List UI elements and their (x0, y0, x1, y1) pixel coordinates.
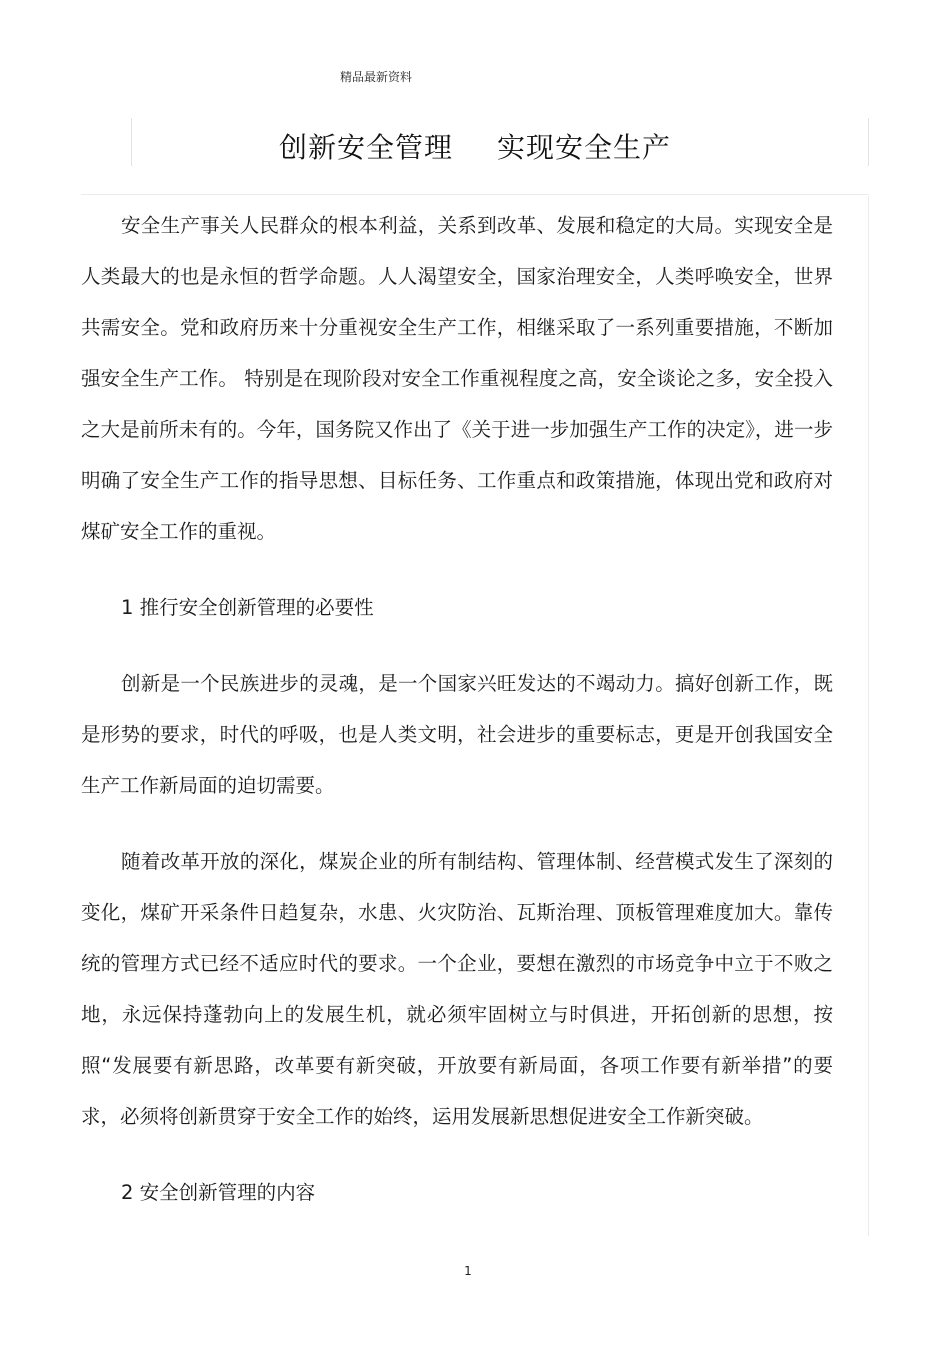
paragraph-reform: 随着改革开放的深化，煤炭企业的所有制结构、管理体制、经营模式发生了深刻的变化，煤矿开采条件日趋复杂，水患、火灾防治、瓦斯治理、顶板管理难度加大。靠传统的管理方式已经不适应时代的要求。一个企业，要想在激烈的市场竞争中立于不败之地，永远保持蓬勃向上的发展生机，就必须牢固树立与时俱进，开拓创新的思想，按照“发展要有新思路，改革要有新突破，开放要有新局面，各项工作要有新举措”的要求，必须将创新贯穿于安全工作的始终，运用发展新思想促进安全工作新突破。 (81, 850, 833, 1128)
title-part-1: 创新安全管理 (278, 131, 453, 164)
section-heading-2: 2 安全创新管理的内容 (121, 1181, 316, 1204)
paragraph-innovation: 创新是一个民族进步的灵魂，是一个国家兴旺发达的不竭动力。搞好创新工作，既是形势的要求，时代的呼吸，也是人类文明，社会进步的重要标志，更是开创我国安全生产工作新局面的迫切需要。 (81, 672, 833, 797)
document-title (0, 126, 950, 166)
frame-rule-right-long (868, 196, 869, 1236)
title-part-2: 实现安全生产 (497, 131, 672, 164)
document-body (81, 200, 833, 1218)
page-number: 1 (464, 1264, 472, 1278)
section-heading-1: 1 推行安全创新管理的必要性 (121, 596, 374, 619)
paragraph-intro: 安全生产事关人民群众的根本利益，关系到改革、发展和稳定的大局。实现安全是人类最大的也是永恒的哲学命题。人人渴望安全，国家治理安全，人类呼唤安全，世界共需安全。党和政府历来十分重视安全生产工作，相继采取了一系列重要措施，不断加强安全生产工作。 特别是在现阶段对安全工作重视程度之高，安全谈论之多，安全投入之大是前所未有的。今年，国务院又作出了《关于进一步加强生产工作的决定》，进一步明确了安全生产工作的指导思想、目标任务、工作重点和政策措施，体现出党和政府对煤矿安全工作的重视。 (81, 214, 833, 543)
frame-rule-bottom (81, 194, 869, 195)
header-note: 精品最新资料 (340, 70, 413, 84)
